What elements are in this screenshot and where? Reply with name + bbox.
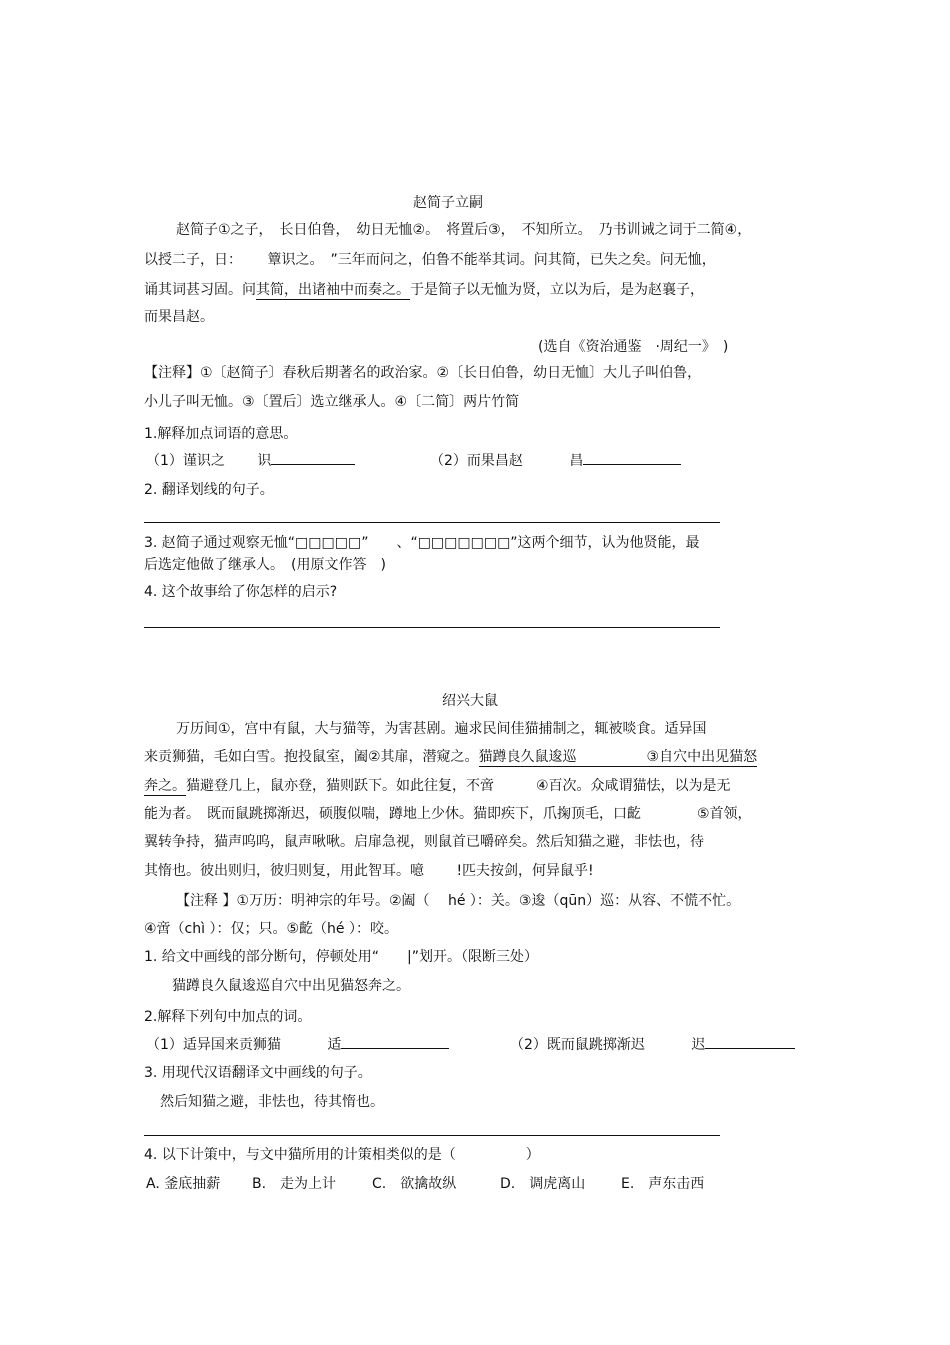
option-b[interactable]: B. 走为上计 <box>252 1176 337 1192</box>
passage-2-line-3 <box>144 776 731 796</box>
passage-2-line-5: 翼转争持，猫声呜呜，鼠声啾啾。启扉急视，则鼠首已嚼碎矣。然后知猫之避，非怯也，待 <box>144 834 704 850</box>
question-2-2-b-label: （2）既而鼠跳掷渐迟 迟 <box>510 1037 706 1053</box>
question-2-2: 2.解释下列句中加点的词。 <box>144 1009 312 1025</box>
passage-2-line-4: 能为者。 既而鼠跳掷渐迟，硕腹似喘，蹲地上少休。猫即疾下，爪掬顶毛，口齕 ⑤首领， <box>144 806 752 822</box>
underlined-sentence-2a: 猫蹲良久鼠逡巡 ③自穴中出见猫怒 <box>478 749 758 765</box>
passage-1-line-4: 而果昌赵。 <box>144 309 214 325</box>
question-2-2-a <box>146 1034 449 1055</box>
answer-line[interactable] <box>144 1135 720 1136</box>
question-1-1-a-label: （1）谨识之 识 <box>146 453 272 469</box>
passage-1-line-3-start: 诵其词甚习固。问 <box>144 282 256 298</box>
question-2-1: 1. 给文中画线的部分断句，停顿处用“ |”划开。（限断三处） <box>144 949 539 965</box>
question-1-4: 4. 这个故事给了你怎样的启示? <box>144 584 338 600</box>
underlined-sentence-2b: 奔之。 <box>144 778 186 794</box>
question-1-2: 2. 翻译划线的句子。 <box>144 482 274 498</box>
question-2-4: 4. 以下计策中，与文中猫所用的计策相类似的是（ ） <box>144 1147 540 1163</box>
passage-2-line-1: 万历间①，宫中有鼠，大与猫等，为害甚剧。遍求民间佳猫捕制之，辄被啖食。适异国 <box>176 721 707 737</box>
passage-2-line-2-start: 来贡狮猫，毛如白雪。抱投鼠室，阖②其扉，潜窥之。 <box>144 749 479 765</box>
passage-1-line-2: 以授二子，日： 簟识之。 ”三年而问之，伯鲁不能举其词。问其简，已失之矣。问无恤， <box>144 252 716 268</box>
question-2-3: 3. 用现代汉语翻译文中画线的句子。 <box>144 1065 372 1081</box>
answer-line[interactable] <box>144 627 720 628</box>
source-citation: (选自《资治通鉴 ·周纪一》 ) <box>538 339 729 355</box>
question-1-1-b <box>430 450 681 471</box>
notes-1-line-2: 小儿子叫无恤。③〔置后〕选立继承人。④〔二简〕两片竹简 <box>144 394 520 410</box>
question-1-1-a <box>146 450 355 471</box>
answer-blank[interactable] <box>583 450 681 465</box>
passage-1-line-1: 赵简子①之子， 长日伯鲁， 幼日无恤②。 将置后③， 不知所立。 乃书训诫之词于二简④， <box>176 222 752 238</box>
option-c[interactable]: C. 欲擒故纵 <box>372 1176 457 1192</box>
question-2-2-a-label: （1）适异国来贡狮猫 适 <box>146 1037 342 1053</box>
question-2-2-b <box>510 1034 795 1055</box>
answer-blank[interactable] <box>271 450 355 465</box>
question-1-1-b-label: （2）而果昌赵 昌 <box>430 453 584 469</box>
option-e[interactable]: E. 声东击西 <box>621 1176 705 1192</box>
question-2-1-sentence: 猫蹲良久鼠逡巡自穴中出见猫怒奔之。 <box>172 978 410 994</box>
question-1-3-line-1: 3. 赵简子通过观察无恤“□□□□□” 、“□□□□□□□”这两个细节，认为他贤能，最 <box>144 535 700 551</box>
passage-1-line-3-end: 于是简子以无恤为贤，立以为后，是为赵襄子， <box>410 282 704 298</box>
passage-2-line-2 <box>144 747 757 767</box>
option-a[interactable]: A. 釜底抽薪 <box>146 1176 221 1192</box>
question-2-3-sentence: 然后知猫之避，非怯也，待其惰也。 <box>160 1094 384 1110</box>
passage-2-line-3-end: 猫避登几上，鼠亦登，猫则跃下。如此往复，不啻 ④百次。众咸谓猫怯，以为是无 <box>186 778 731 794</box>
notes-2-line-1: 【注释 】①万历：明神宗的年号。②阖（ hé ）：关。③逡（qūn）巡：从容、不慌不忙。 <box>176 893 741 909</box>
notes-1-line-1: 【注释】①〔赵简子〕春秋后期著名的政治家。②〔长日伯鲁，幼日无恤〕大儿子叫伯鲁， <box>144 365 702 381</box>
question-1-1: 1.解释加点词语的意思。 <box>144 426 298 442</box>
passage-title-2: 绍兴大鼠 <box>442 693 498 709</box>
notes-2-line-2: ④啻（chì ）：仅；只。⑤齕（hé ）：咬。 <box>144 921 398 937</box>
option-d[interactable]: D. 调虎离山 <box>500 1176 586 1192</box>
question-1-3-line-2: 后选定他做了继承人。 (用原文作答 ) <box>144 557 386 573</box>
passage-1-line-3 <box>144 280 704 300</box>
answer-line[interactable] <box>144 522 720 523</box>
passage-2-line-6: 其惰也。彼出则归，彼归则复，用此智耳。噫 !匹夫按剑，何异鼠乎! <box>144 863 594 879</box>
answer-blank[interactable] <box>705 1034 795 1049</box>
passage-title-1: 赵简子立嗣 <box>413 195 483 211</box>
answer-blank[interactable] <box>341 1034 449 1049</box>
underlined-sentence-1: 其简，出诸袖中而奏之。 <box>256 282 410 298</box>
